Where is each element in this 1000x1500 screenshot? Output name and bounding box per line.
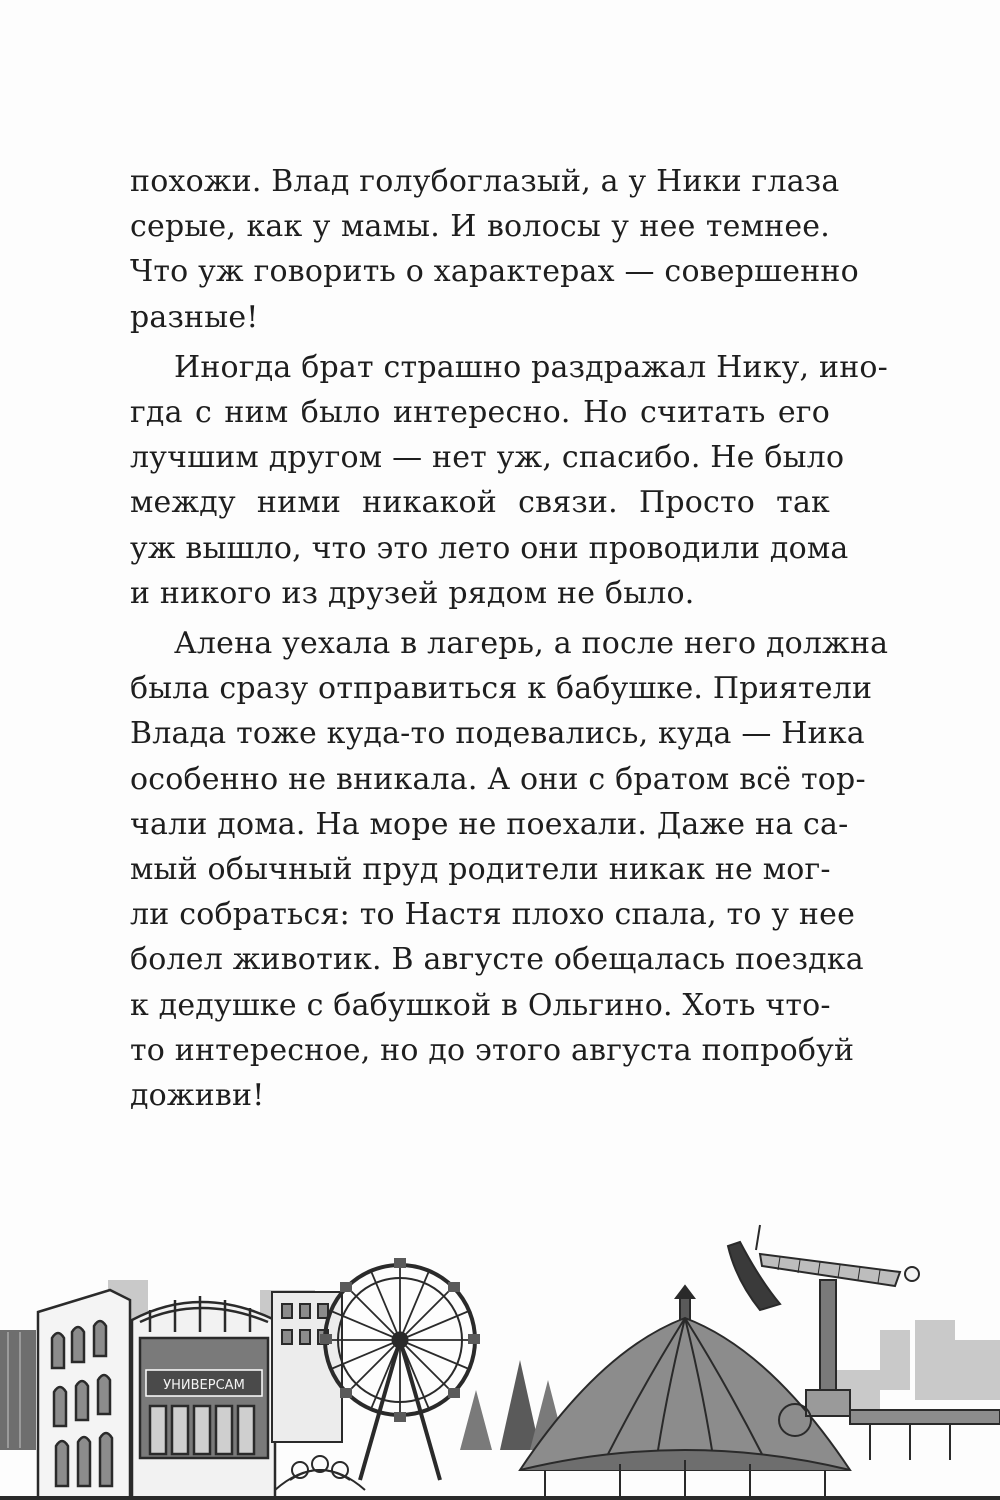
paragraph-3: [130, 621, 889, 1118]
text-line: лучшим другом — нет уж, спасибо. Не было: [130, 440, 845, 476]
paragraph-1: [130, 159, 859, 340]
text-line: Иногда брат страшно раздражал Нику, ино-: [174, 349, 888, 385]
carousel-tent: [520, 1286, 850, 1500]
text-line: и никого из друзей рядом не было.: [130, 575, 695, 611]
text-line: ли собраться: то Настя плохо спала, то у нее: [130, 897, 856, 933]
text-line: разные!: [130, 299, 259, 335]
text-line: гда с ним было интересно. Но считать его: [130, 395, 830, 431]
text-line: уж вышло, что это лето они проводили дома: [130, 530, 849, 566]
paragraph-2: [130, 345, 888, 616]
body-text: [130, 159, 889, 1118]
store-sign: УНИВЕРСАМ: [163, 1378, 245, 1393]
text-line: доживи!: [130, 1078, 265, 1114]
arched-window-building: [38, 1290, 130, 1500]
supermarket-building: [132, 1296, 275, 1500]
text-line: Что уж говорить о характерах — совершенно: [130, 254, 859, 290]
ground-line: [0, 1496, 1000, 1500]
ferris-wheel: [320, 1258, 480, 1480]
left-edge-building: [0, 1330, 36, 1450]
text-line: Алена уехала в лагерь, а после него должна: [174, 626, 889, 662]
text-line: болел животик. В августе обещалась поездка: [130, 942, 864, 978]
text-line: к дедушке с бабушкой в Ольгино. Хоть что-: [130, 987, 831, 1023]
text-line: мый обычный пруд родители никак не мог-: [130, 852, 831, 888]
text-line: особенно не вникала. А они с братом всё тор-: [130, 761, 866, 797]
text-line: была сразу отправиться к бабушке. Приятели: [130, 671, 873, 707]
text-line: между ними никакой связи. Просто так: [130, 485, 830, 521]
text-line: серые, как у мамы. И волосы у нее темнее.: [130, 209, 830, 245]
text-line: похожи. Влад голубоглазый, а у Ники глаза: [130, 164, 840, 199]
cityscape-illustration: [0, 1220, 1000, 1500]
text-line: Влада тоже куда-то подевались, куда — Ника: [130, 716, 865, 752]
text-line: чали дома. На море не поехали. Даже на са-: [130, 806, 849, 842]
text-line: то интересное, но до этого августа попробуй: [130, 1032, 855, 1068]
